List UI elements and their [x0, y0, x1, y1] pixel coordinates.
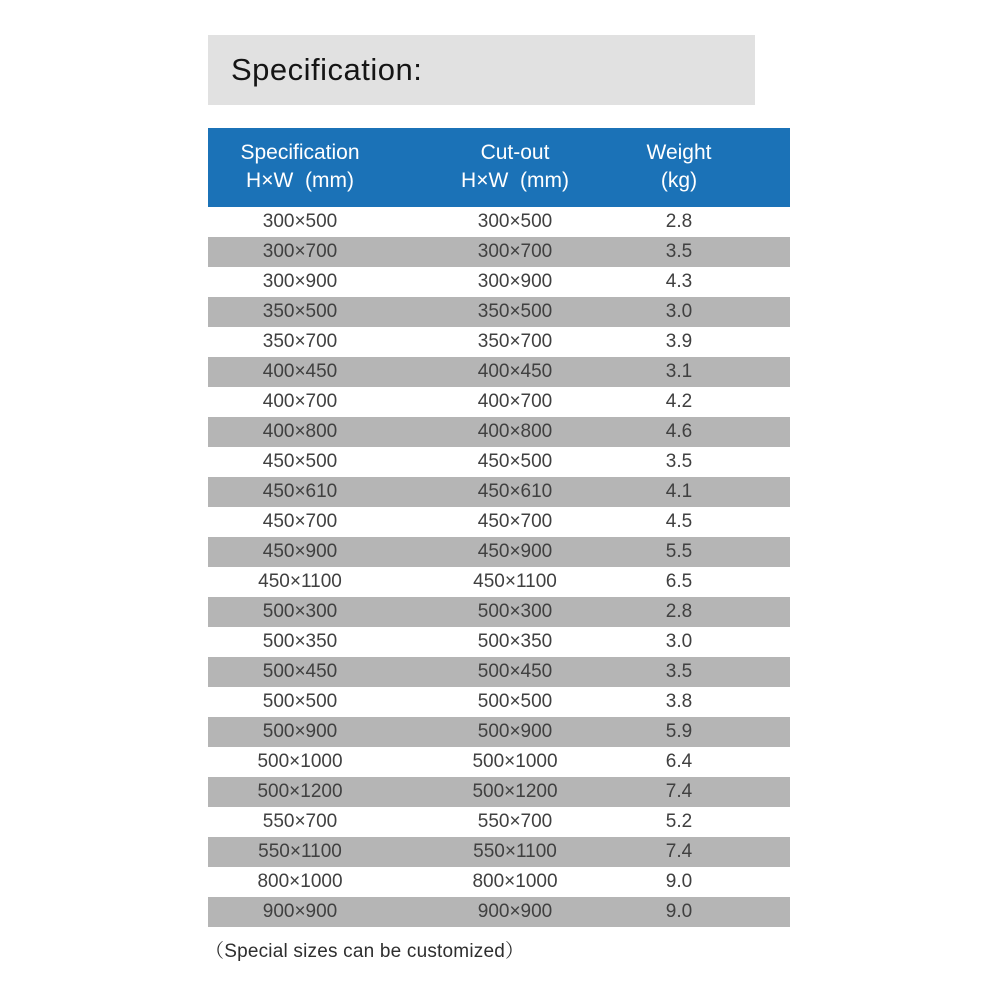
spec-cell: 500×1000	[208, 747, 392, 777]
table-row	[208, 807, 790, 837]
table-row	[208, 357, 790, 387]
table-row	[208, 567, 790, 597]
cutout-cell: 450×900	[392, 537, 638, 567]
spec-cell: 300×700	[208, 237, 392, 267]
cutout-cell: 450×610	[392, 477, 638, 507]
spec-cell: 900×900	[208, 897, 392, 927]
column-label: Specification	[240, 141, 360, 164]
table-row	[208, 267, 790, 297]
weight-cell: 7.4	[638, 837, 790, 867]
cutout-cell: 300×500	[392, 207, 638, 237]
spec-cell: 450×900	[208, 537, 392, 567]
table-row	[208, 237, 790, 267]
cutout-cell: 450×500	[392, 447, 638, 477]
table-row	[208, 627, 790, 657]
weight-cell: 4.6	[638, 417, 790, 447]
spec-cell: 500×450	[208, 657, 392, 687]
table-row	[208, 207, 790, 237]
weight-cell: 9.0	[638, 897, 790, 927]
table-row	[208, 657, 790, 687]
weight-cell: 3.5	[638, 447, 790, 477]
column-sublabel: (kg)	[660, 169, 698, 192]
weight-cell: 5.2	[638, 807, 790, 837]
weight-cell: 3.0	[638, 627, 790, 657]
title-banner	[208, 35, 755, 105]
weight-cell: 4.2	[638, 387, 790, 417]
cutout-cell: 450×700	[392, 507, 638, 537]
cutout-cell: 500×350	[392, 627, 638, 657]
cutout-cell: 450×1100	[392, 567, 638, 597]
weight-cell: 5.5	[638, 537, 790, 567]
column-header-weight	[638, 128, 790, 207]
weight-cell: 4.5	[638, 507, 790, 537]
table-row	[208, 717, 790, 747]
spec-cell: 500×350	[208, 627, 392, 657]
table-row	[208, 747, 790, 777]
table-row	[208, 387, 790, 417]
spec-cell: 450×610	[208, 477, 392, 507]
table-row	[208, 597, 790, 627]
column-header-specification	[208, 128, 392, 207]
weight-cell: 3.0	[638, 297, 790, 327]
specification-table	[208, 128, 790, 927]
cutout-cell: 500×1200	[392, 777, 638, 807]
cutout-cell: 550×1100	[392, 837, 638, 867]
spec-cell: 500×1200	[208, 777, 392, 807]
spec-cell: 350×500	[208, 297, 392, 327]
cutout-cell: 800×1000	[392, 867, 638, 897]
weight-cell: 5.9	[638, 717, 790, 747]
table-header	[208, 128, 790, 207]
spec-cell: 500×300	[208, 597, 392, 627]
spec-cell: 400×800	[208, 417, 392, 447]
cutout-cell: 400×700	[392, 387, 638, 417]
cutout-cell: 500×500	[392, 687, 638, 717]
cutout-cell: 500×1000	[392, 747, 638, 777]
table-row	[208, 447, 790, 477]
cutout-cell: 350×500	[392, 297, 638, 327]
weight-cell: 2.8	[638, 597, 790, 627]
table-row	[208, 477, 790, 507]
weight-cell: 3.5	[638, 237, 790, 267]
weight-cell: 9.0	[638, 867, 790, 897]
weight-cell: 6.5	[638, 567, 790, 597]
table-row	[208, 327, 790, 357]
spec-cell: 450×700	[208, 507, 392, 537]
spec-cell: 450×500	[208, 447, 392, 477]
column-label: Weight	[646, 141, 712, 164]
cutout-cell: 500×450	[392, 657, 638, 687]
spec-cell: 400×700	[208, 387, 392, 417]
table-row	[208, 897, 790, 927]
table-row	[208, 837, 790, 867]
cutout-cell: 400×450	[392, 357, 638, 387]
spec-cell: 550×700	[208, 807, 392, 837]
weight-cell: 4.3	[638, 267, 790, 297]
cutout-cell: 400×800	[392, 417, 638, 447]
table-header-row	[208, 128, 790, 207]
page-title: Specification:	[231, 52, 423, 87]
weight-cell: 3.1	[638, 357, 790, 387]
specification-table-container	[208, 128, 790, 927]
weight-cell: 2.8	[638, 207, 790, 237]
cutout-cell: 900×900	[392, 897, 638, 927]
spec-cell: 350×700	[208, 327, 392, 357]
spec-cell: 300×500	[208, 207, 392, 237]
cutout-cell: 500×900	[392, 717, 638, 747]
spec-cell: 400×450	[208, 357, 392, 387]
footnote: （Special sizes can be customized）	[205, 941, 525, 962]
table-row	[208, 537, 790, 567]
table-row	[208, 507, 790, 537]
table-row	[208, 687, 790, 717]
weight-cell: 3.8	[638, 687, 790, 717]
table-row	[208, 297, 790, 327]
weight-cell: 3.5	[638, 657, 790, 687]
spec-cell: 500×500	[208, 687, 392, 717]
table-row	[208, 867, 790, 897]
table-row	[208, 777, 790, 807]
spec-cell: 550×1100	[208, 837, 392, 867]
spec-cell: 500×900	[208, 717, 392, 747]
table-row	[208, 417, 790, 447]
cutout-cell: 500×300	[392, 597, 638, 627]
spec-cell: 450×1100	[208, 567, 392, 597]
spec-cell: 800×1000	[208, 867, 392, 897]
column-sublabel: H×W (mm)	[461, 169, 569, 192]
cutout-cell: 300×700	[392, 237, 638, 267]
weight-cell: 6.4	[638, 747, 790, 777]
column-sublabel: H×W (mm)	[246, 169, 354, 192]
weight-cell: 4.1	[638, 477, 790, 507]
table-body	[208, 207, 790, 927]
spec-cell: 300×900	[208, 267, 392, 297]
weight-cell: 3.9	[638, 327, 790, 357]
cutout-cell: 550×700	[392, 807, 638, 837]
column-label: Cut-out	[480, 141, 550, 164]
weight-cell: 7.4	[638, 777, 790, 807]
cutout-cell: 350×700	[392, 327, 638, 357]
column-header-cutout	[392, 128, 638, 207]
cutout-cell: 300×900	[392, 267, 638, 297]
